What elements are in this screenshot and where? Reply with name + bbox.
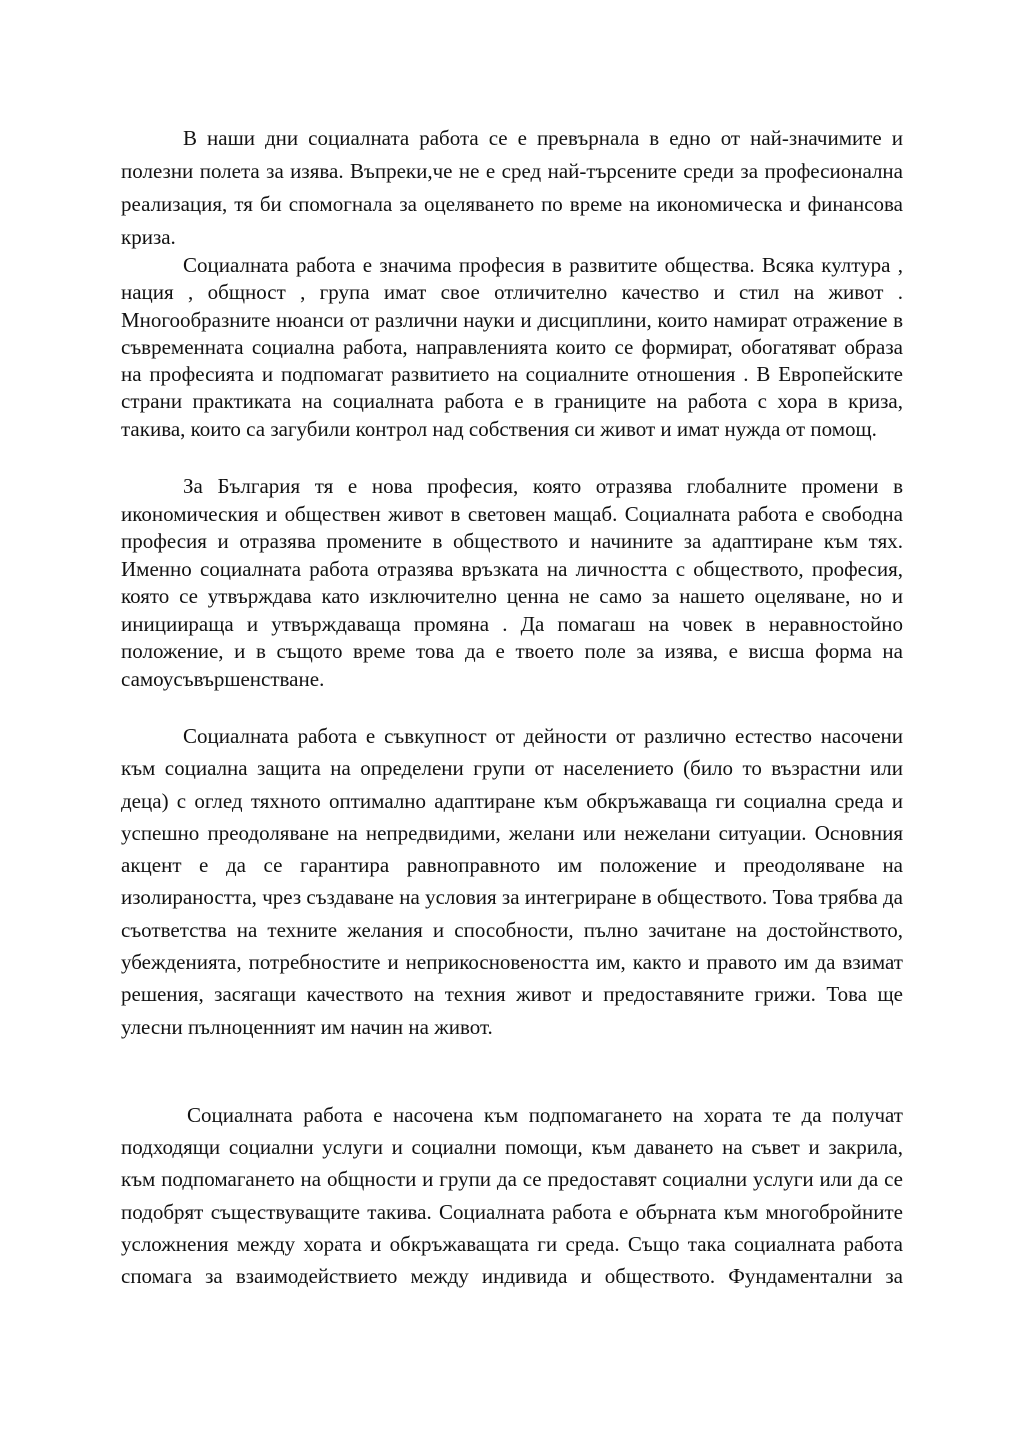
paragraph-text: Социалната работа е значима професия в развитите общества. Всяка култура , нация , общност , група имат свое отличително качество и стил на живот . Многообразните нюанси от различни науки и дисциплини, които намират отражение в съвременната социална работа, направленията които се формират, обогатяват образа на професията и подпомагат развитието на социалните отношения . В Европейските страни практиката на социалната работа е в границите на работа с хора в криза, такива, които са загубили контрол над собствения си живот и имат нужда от помощ. <box>121 253 903 441</box>
paragraph-4 <box>121 720 903 1043</box>
paragraph-2 <box>121 252 903 443</box>
paragraph-text: В наши дни социалната работа се е превърнала в едно от най-значимите и полезни полета за изява. Въпреки,че не е сред най-търсените среди за професионална реализация, тя би спомогнала за оцеляването по време на икономическа и финансова криза. <box>121 126 903 249</box>
paragraph-text: Социалната работа е съвкупност от дейности от различно естество насочени към социална защита на определени групи от населението (било то възрастни или деца) с оглед тяхното оптимално адаптиране към обкръжаваща ги социална среда и успешно преодоляване на непредвидими, желани или нежелани ситуации. Основния акцент е да се гарантира равноправното им положение и преодоляване на изолираността, чрез създаване на условия за интегриране в обществото. Това трябва да съответства на техните желания и способности, пълно зачитане на достойнството, убежденията, потребностите и неприкосновеността им, както и правото им да взимат решения, засягащи качеството на техния живот и предоставяните грижи. Това ще улесни пълноценният им начин на живот. <box>121 724 903 1039</box>
paragraph-text: Социалната работа е насочена към подпомагането на хората те да получат подходящи социални услуги и социални помощи, към даването на съвет и закрила, към подпомагането на общности и групи да се предоставят социални услуги или да се подобрят съществуващите такива. Социалната работа е обърната към многобройните усложнения между хората и обкръжаващата ги среда. Също така социалната работа спомага за взаимодействието между индивида и обществото. Фундаментални за <box>121 1103 903 1289</box>
paragraph-3 <box>121 473 903 693</box>
paragraph-1 <box>121 122 903 254</box>
paragraph-text: За България тя е нова професия, която отразява глобалните промени в икономическия и обществен живот в световен мащаб. Социалната работа е свободна професия и отразява промените в обществото и начините за адаптиране към тях. Именно социалната работа отразява връзката на личността с обществото, професия, която се утвърждава като изключително ценна не само за нашето оцеляване, но и иницииращa и утвърждаваща промяна . Да помагаш на човек в неравностойно положение, и в същото време това да е твоето поле за изява, е висша форма на самоусъвършенстване. <box>121 474 903 691</box>
paragraph-5 <box>121 1099 903 1292</box>
